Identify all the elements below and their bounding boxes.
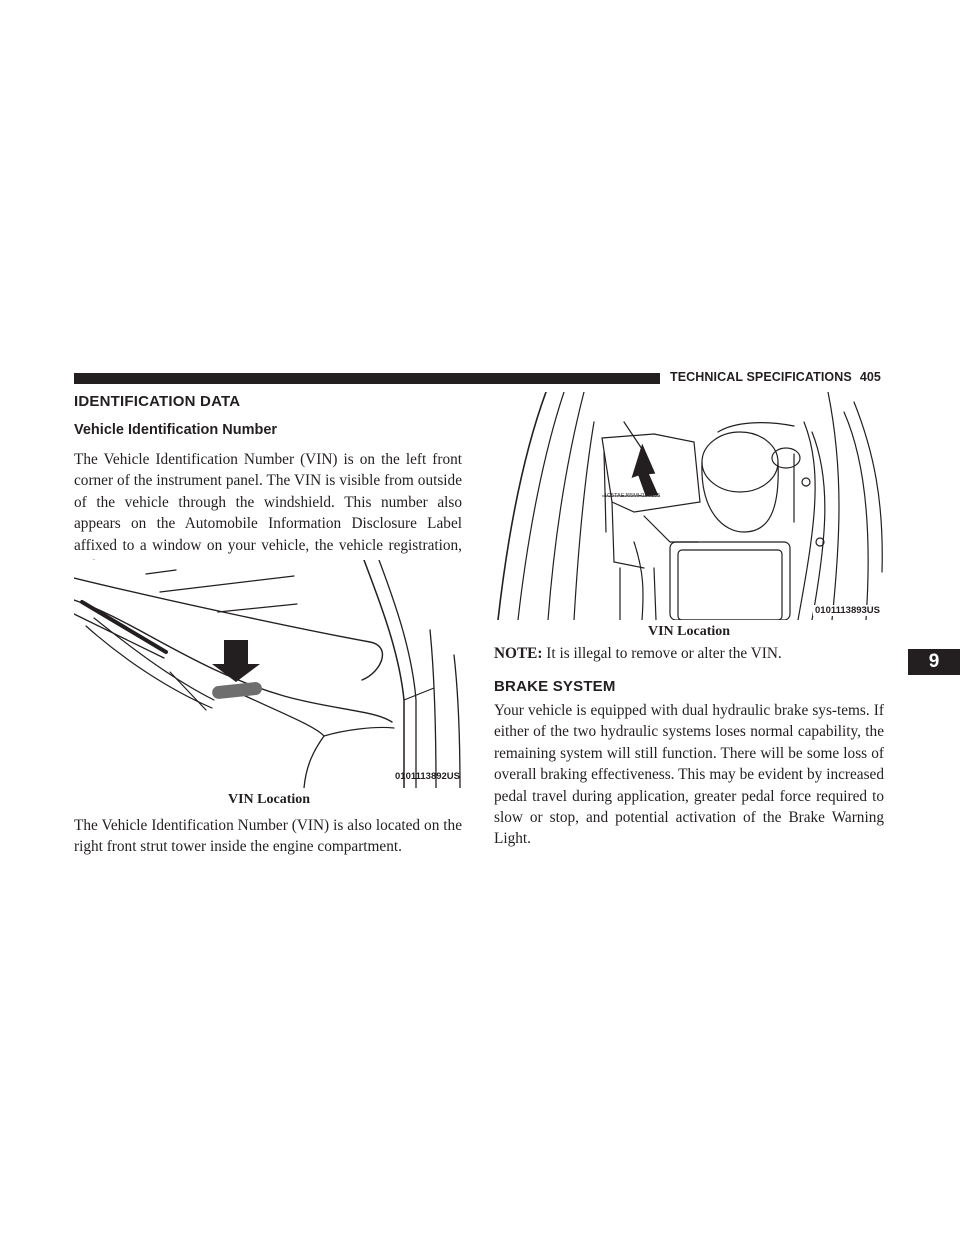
figure-caption: VIN Location (647, 624, 731, 639)
vin-plate-text: 1C5TAEJ65MH180155 (604, 493, 661, 499)
note-text: It is illegal to remove or alter the VIN. (546, 645, 782, 662)
section-heading-brake: BRAKE SYSTEM (494, 678, 616, 695)
subheading-vin: Vehicle Identification Number (74, 422, 278, 438)
section-heading-identification: IDENTIFICATION DATA (74, 393, 241, 410)
page-number: 405 (859, 370, 881, 384)
figure-caption: VIN Location (227, 792, 311, 807)
running-header (670, 370, 900, 384)
engine-compartment-illustration (494, 392, 884, 620)
arrow-down-icon (212, 640, 260, 682)
windshield-illustration (74, 560, 464, 788)
header-rule (74, 373, 660, 384)
paragraph-vin-location: The Vehicle Identification Number (VIN) is on the left front corner of the instrument panel. The VIN is visible from outside of the vehicle through the windshield. This number also appears on the Automobile Information Disclosure Label affixed to a window on your vehicle, the vehicle registration, (74, 451, 462, 554)
paragraph-brake-system: Your vehicle is equipped with dual hydraulic brake sys-tems. If either of the two hydraulic systems loses normal capability, the remaining system will still function. There will be some loss of overall braking effectiveness. This may be evident by increased pedal travel during application, greater pedal force required to slow or stop, and potential activation of the Brake Warning Light. (494, 702, 884, 848)
figure-code: 0101113893US (815, 605, 880, 616)
vin-plate-marker (212, 681, 263, 699)
arrow-down-icon (628, 443, 669, 499)
note-label: NOTE: (494, 645, 543, 662)
note (494, 643, 884, 664)
paragraph-vin-engine: The Vehicle Identification Number (VIN) is also located on the right front strut tower inside the engine compartment. (74, 817, 462, 856)
figure-code: 0101113892US (395, 771, 460, 782)
figure-vin-engine (494, 392, 884, 620)
section-title: TECHNICAL SPECIFICATIONS (670, 370, 852, 384)
figure-vin-windshield (74, 560, 464, 788)
chapter-tab: 9 (908, 649, 960, 675)
